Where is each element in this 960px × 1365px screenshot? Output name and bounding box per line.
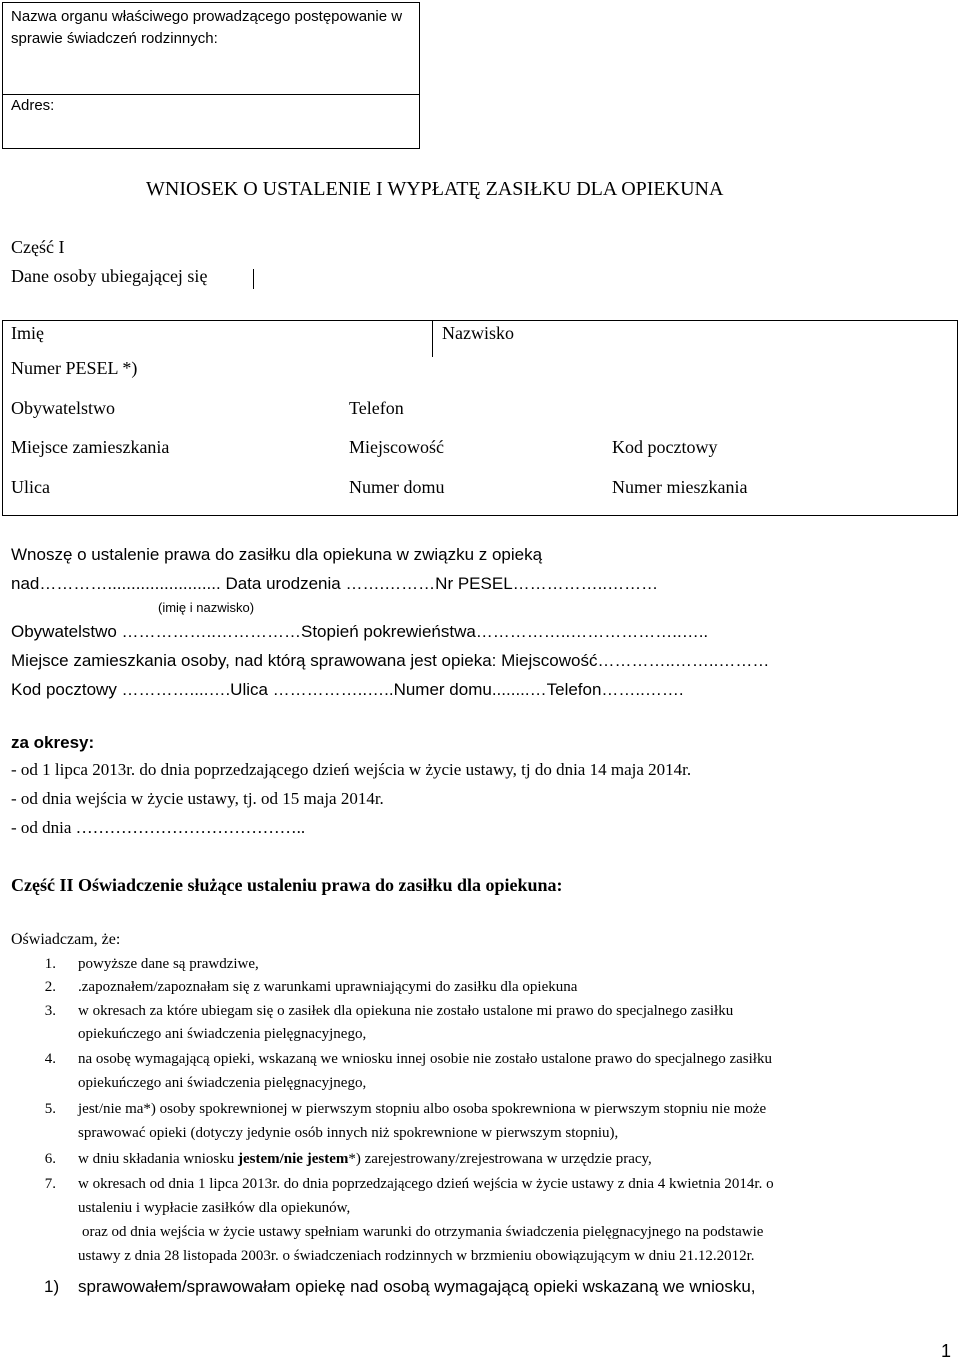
- text-cursor: [253, 269, 254, 289]
- item-5-text-cont: sprawować opieki (dotyczy jedynie osób innych niż spokrewnione w pierwszym stopniu),: [78, 1125, 619, 1141]
- item-6-number: 6.: [44, 1151, 56, 1167]
- last-name-label: Nazwisko: [442, 323, 514, 343]
- item-4-text-cont: opiekuńczego ani świadczenia pielęgnacyjnego,: [78, 1075, 367, 1091]
- period-3: - od dnia …………………………………..: [11, 818, 306, 837]
- item-6-bold: jestem/nie jestem: [237, 1151, 349, 1167]
- period-2: - od dnia wejścia w życie ustawy, tj. od 15 maja 2014r.: [11, 789, 384, 808]
- address-label: Adres:: [11, 97, 55, 114]
- part2-heading: Część II Oświadczenie służące ustaleniu prawa do zasiłku dla opiekuna:: [11, 875, 563, 895]
- request-line-1: Wnoszę o ustalenie prawa do zasiłku dla opiekuna w związku z opieką: [11, 545, 543, 564]
- table-vline-top: [432, 320, 433, 357]
- item-7-text-cont-3: ustawy z dnia 28 listopada 2003r. o świadczeniach rodzinnych w brzmieniu obowiązującym w dniu 21.12.2012r.: [78, 1248, 755, 1264]
- page-title: WNIOSEK O USTALENIE I WYPŁATĘ ZASIŁKU DLA OPIEKUNA: [146, 178, 724, 200]
- organ-box-divider: [2, 94, 419, 95]
- request-line-3: Obywatelstwo ……………..……………Stopień pokrewieństwa……………..………………..…..: [11, 622, 709, 641]
- street-label: Ulica: [11, 477, 50, 497]
- organ-label: Nazwa organu właściwego prowadzącego postępowanie w sprawie świadczeń rodzinnych:: [11, 8, 403, 47]
- item-3-number: 3.: [44, 1003, 56, 1019]
- citizenship-label: Obywatelstwo: [11, 398, 115, 418]
- item-6-post: *) zarejestrowany/zrejestrowana w urzędzie pracy,: [348, 1151, 652, 1167]
- item-4-number: 4.: [44, 1051, 56, 1067]
- item-3-text: w okresach za które ubiegam się o zasiłek dla opiekuna nie zostało ustalone mi prawo do specjalnego zasiłku: [78, 1003, 734, 1019]
- part1-subheading: Dane osoby ubiegającej się: [11, 266, 208, 286]
- item-1-text: powyższe dane są prawdziwe,: [78, 956, 259, 972]
- subitem-1-number: 1): [44, 1277, 60, 1296]
- first-name-label: Imię: [11, 323, 44, 343]
- item-6-text: [78, 1151, 652, 1168]
- item-2-text: .zapoznałem/zapoznałam się z warunkami uprawniającymi do zasiłku dla opiekuna: [78, 979, 578, 995]
- item-7-text-cont-1: ustaleniu i wypłacie zasiłków dla opiekunów,: [78, 1200, 351, 1216]
- declare-label: Oświadczam, że:: [11, 931, 121, 948]
- item-5-text: jest/nie ma*) osoby spokrewnionej w pierwszym stopniu albo osoba spokrewniona w pierwszym stopniu nie może: [78, 1101, 767, 1117]
- applicant-table: [2, 320, 958, 516]
- pesel-label: Numer PESEL *): [11, 358, 138, 378]
- item-5-number: 5.: [44, 1101, 56, 1117]
- item-4-text: na osobę wymagającą opieki, wskazaną we wniosku innej osobie nie zostało ustalone prawo do specjalnego zasiłku: [78, 1051, 772, 1067]
- postal-code-label: Kod pocztowy: [612, 437, 718, 457]
- periods-heading: za okresy:: [11, 733, 95, 752]
- period-1: - od 1 lipca 2013r. do dnia poprzedzającego dzień wejścia w życie ustawy, tj do dnia 14 maja 2014r.: [11, 760, 692, 779]
- item-7-number: 7.: [44, 1176, 56, 1192]
- page-number: 1: [941, 1341, 952, 1361]
- item-3-text-cont: opiekuńczego ani świadczenia pielęgnacyjnego,: [78, 1026, 367, 1042]
- request-line-4: Miejsce zamieszkania osoby, nad którą sprawowana jest opieka: Miejscowość…………..……..………: [11, 651, 770, 670]
- item-7-text: w okresach od dnia 1 lipca 2013r. do dnia poprzedzającego dzień wejścia w życie ustawy z dnia 4 kwietnia 2014r. o: [78, 1176, 774, 1192]
- request-line-2: nad…………........................ Data urodzenia …….………Nr PESEL……………..………: [11, 574, 659, 593]
- item-1-number: 1.: [44, 956, 56, 972]
- item-7-text-cont-2: oraz od dnia wejścia w życie ustawy spełniam warunki do otrzymania świadczenia pielęgnacyjnego na podstawie: [82, 1224, 764, 1240]
- locality-label: Miejscowość: [349, 437, 444, 457]
- phone-label: Telefon: [349, 398, 404, 418]
- item-2-number: 2.: [44, 979, 56, 995]
- subitem-1-text: sprawowałem/sprawowałam opiekę nad osobą wymagającą opieki wskazaną we wniosku,: [78, 1277, 756, 1296]
- apartment-number-label: Numer mieszkania: [612, 477, 748, 497]
- request-line-5: Kod pocztowy …………....….Ulica ……………..…..Numer domu........…Telefon……..…….: [11, 680, 684, 699]
- part1-heading: Część I: [11, 237, 65, 257]
- residence-label: Miejsce zamieszkania: [11, 437, 170, 457]
- house-number-label: Numer domu: [349, 477, 445, 497]
- name-hint: (imię i nazwisko): [158, 600, 255, 615]
- item-6-pre: w dniu składania wniosku: [78, 1151, 238, 1167]
